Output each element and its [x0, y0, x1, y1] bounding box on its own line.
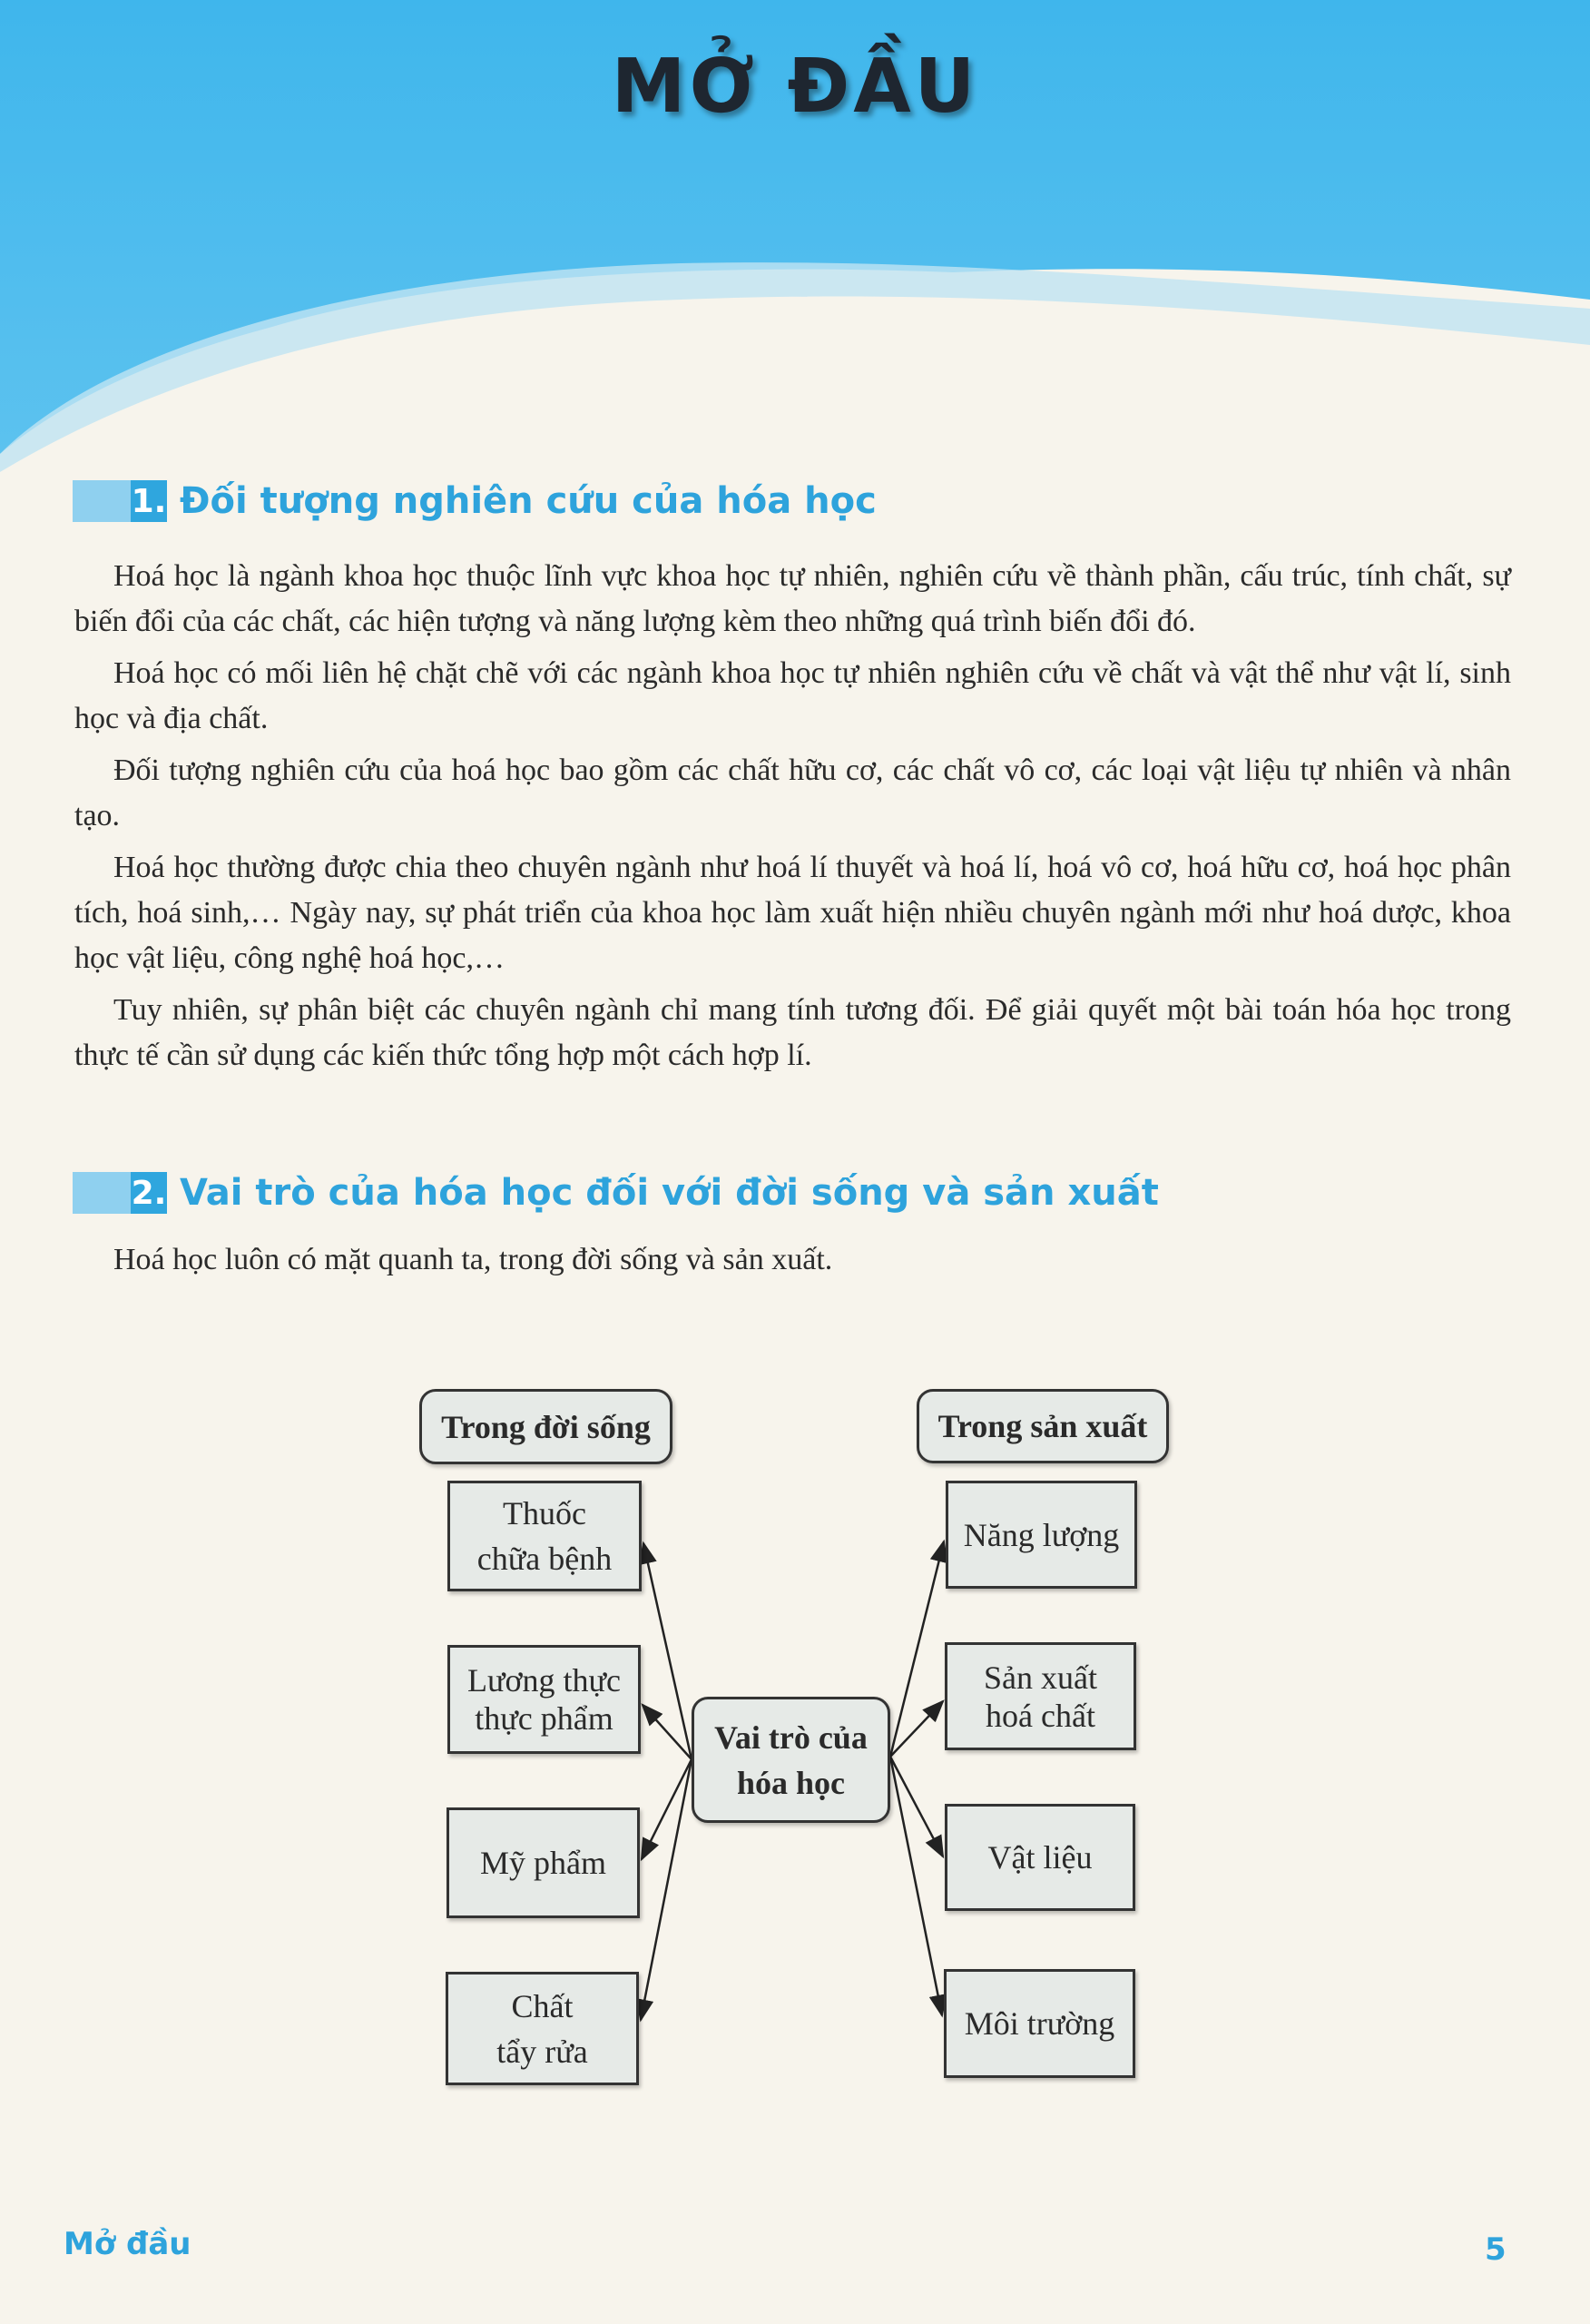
node-detergent: Chất tẩy rửa: [446, 1972, 639, 2085]
arrow: [643, 1543, 692, 1759]
node-medicine: Thuốc chữa bệnh: [447, 1481, 642, 1591]
section-1-body: [74, 554, 1511, 1085]
heading-bar: [73, 480, 131, 522]
node-cosmetics: Mỹ phẩm: [447, 1807, 640, 1918]
section-number: 2.: [131, 1172, 167, 1214]
section-number: 1.: [131, 480, 167, 522]
paragraph: Tuy nhiên, sự phân biệt các chuyên ngành chỉ mang tính tương đối. Để giải quyết một bài toán hóa học trong thực tế cần sử dụng các kiến thức tổng hợp một cách hợp lí.: [74, 993, 1511, 1072]
center-line: Vai trò của: [714, 1718, 868, 1756]
page-title: MỞ ĐẦU: [611, 44, 979, 130]
paragraph: Đối tượng nghiên cứu của hoá học bao gồm các chất hữu cơ, các chất vô cơ, các loại vật liệu tự nhiên và nhân tạo.: [74, 753, 1511, 832]
node-materials: Vật liệu: [945, 1804, 1135, 1911]
node-environment: Môi trường: [944, 1969, 1135, 2078]
node-energy: Năng lượng: [946, 1481, 1137, 1589]
footer-label: Mở đầu: [64, 2226, 191, 2262]
arrow: [890, 1757, 942, 2015]
section-1-heading: [73, 478, 877, 525]
paragraph: Hoá học thường được chia theo chuyên ngành như hoá lí thuyết và hoá lí, hoá vô cơ, hoá hữu cơ, hoá học phân tích, hoá sinh,… Ngày nay, sự phát triển của khoa học làm xuất hiện nhiều chuyên ngành mới như hoá dược, khoa học vật liệu, công nghệ hoá học,…: [74, 851, 1511, 975]
section-title: Vai trò của hóa học đối với đời sống và sản xuất: [180, 1172, 1159, 1214]
node-food: Lương thực thực phẩm: [447, 1645, 641, 1754]
page-number: 5: [1485, 2231, 1507, 2268]
arrow: [641, 1759, 692, 2020]
paragraph: Hoá học có mối liên hệ chặt chẽ với các ngành khoa học tự nhiên nghiên cứu về chất và vật thể như vật lí, sinh học và địa chất.: [74, 656, 1511, 735]
paragraph: Hoá học là ngành khoa học thuộc lĩnh vực khoa học tự nhiên, nghiên cứu về thành phần, cấu trúc, tính chất, sự biến đổi của các chất, các hiện tượng và năng lượng kèm theo những quá trình biến đổi đó.: [74, 559, 1511, 638]
node-chemical-production: Sản xuất hoá chất: [945, 1642, 1136, 1750]
section-title: Đối tượng nghiên cứu của hóa học: [180, 480, 877, 522]
center-node: [692, 1697, 890, 1823]
section-2-intro: Hoá học luôn có mặt quanh ta, trong đời sống và sản xuất.: [113, 1243, 833, 1276]
arrow: [642, 1759, 692, 1859]
arrow: [643, 1705, 692, 1759]
arrow: [890, 1541, 944, 1757]
section-2-heading: [73, 1169, 1159, 1216]
arrow: [890, 1757, 943, 1856]
heading-bar: [73, 1172, 131, 1214]
left-header: Trong đời sống: [419, 1389, 672, 1464]
right-header: Trong sản xuất: [917, 1389, 1169, 1463]
center-line: hóa học: [736, 1764, 846, 1801]
arrow: [890, 1701, 943, 1757]
